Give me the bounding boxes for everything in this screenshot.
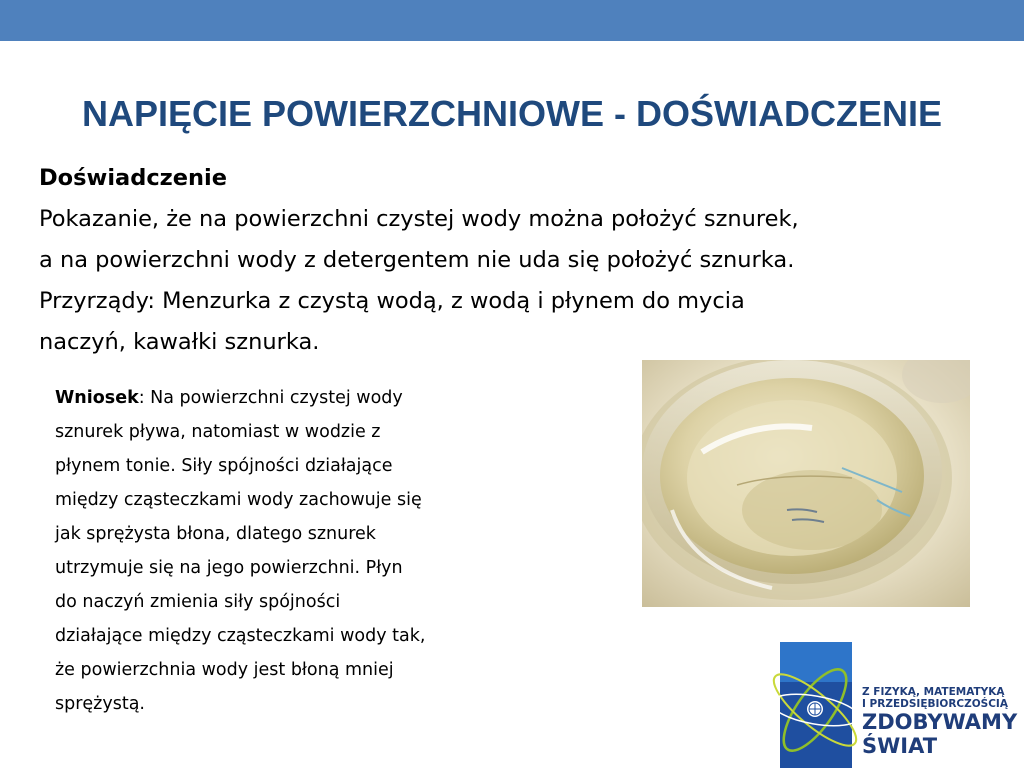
conclusion-line: między cząsteczkami wody zachowuje się — [55, 490, 422, 510]
conclusion-first-line — [55, 381, 555, 415]
logo-line: ZDOBYWAMY — [862, 710, 1018, 734]
conclusion-line: sprężystą. — [55, 694, 145, 714]
body-line: naczyń, kawałki sznurka. — [39, 329, 320, 355]
conclusion-label: Wniosek — [55, 388, 139, 408]
conclusion-line: jak sprężysta błona, dlatego sznurek — [55, 524, 376, 544]
glass-of-water-photo — [642, 360, 970, 607]
slide-title: NAPIĘCIE POWIERZCHNIOWE - DOŚWIADCZENIE — [81, 93, 942, 134]
conclusion-line: do naczyń zmienia siły spójności — [55, 592, 341, 612]
experiment-description — [39, 158, 999, 363]
conclusion-line: utrzymuje się na jego powierzchni. Płyn — [55, 558, 403, 578]
body-line: Pokazanie, że na powierzchni czystej wody można położyć sznurek, — [39, 206, 799, 232]
body-line: Przyrządy: Menzurka z czystą wodą, z wodą i płynem do mycia — [39, 288, 745, 314]
logo-line: Z FIZYKĄ, MATEMATYKĄ — [862, 686, 1005, 698]
logo-line: I PRZEDSIĘBIORCZOŚCIĄ — [862, 698, 1008, 710]
conclusion-first-line-rest: : Na powierzchni czystej wody — [138, 388, 403, 408]
body-line: a na powierzchni wody z detergentem nie uda się położyć sznurka. — [39, 247, 795, 273]
logo-text — [862, 686, 1017, 758]
top-accent-bar — [0, 0, 1024, 41]
conclusion-text — [55, 381, 555, 721]
conclusion-line: działające między cząsteczkami wody tak, — [55, 626, 426, 646]
conclusion-line: sznurek pływa, natomiast w wodzie z — [55, 422, 381, 442]
experiment-heading: Doświadczenie — [39, 165, 227, 191]
conclusion-line: płynem tonie. Siły spójności działające — [55, 456, 393, 476]
conclusion-line: że powierzchnia wody jest błoną mniej — [55, 660, 394, 680]
logo-line: ŚWIAT — [862, 734, 938, 758]
